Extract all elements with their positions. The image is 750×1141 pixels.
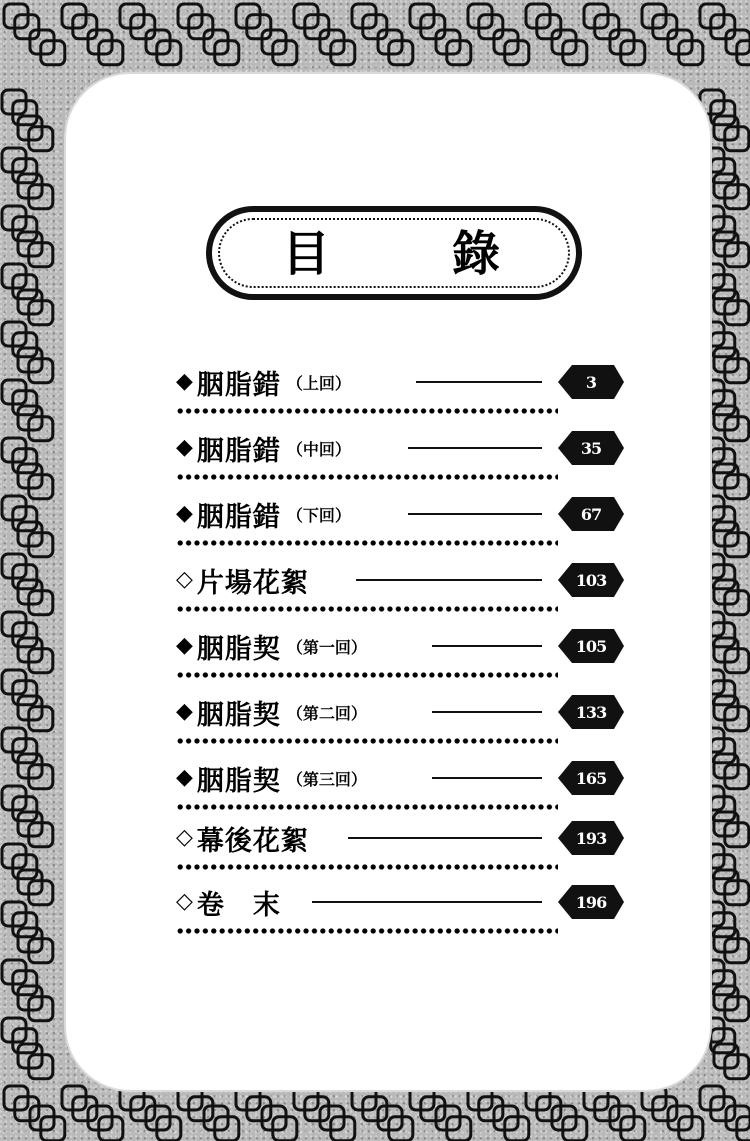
hollow-diamond-icon: ◇ bbox=[176, 889, 193, 914]
title-char-1: 目 bbox=[282, 226, 331, 282]
leader-line bbox=[432, 711, 542, 713]
toc-entry[interactable] bbox=[176, 560, 636, 626]
leader-line bbox=[416, 381, 542, 383]
entry-title bbox=[176, 626, 367, 666]
leader-line bbox=[356, 579, 542, 581]
entry-title bbox=[176, 882, 287, 922]
filled-diamond-icon: ◆ bbox=[176, 633, 193, 658]
dot-leader-row bbox=[176, 924, 558, 938]
page-number: 133 bbox=[575, 702, 607, 722]
entry-sub-text: （下回） bbox=[286, 505, 351, 525]
entry-main-text: 胭脂錯 bbox=[196, 501, 281, 533]
leader-line bbox=[348, 837, 542, 839]
page-number: 105 bbox=[575, 636, 607, 656]
page-badge bbox=[558, 628, 624, 664]
dot-leader-row bbox=[176, 470, 558, 484]
dot-leader-row bbox=[176, 536, 558, 550]
dot-leader-row bbox=[176, 860, 558, 874]
entry-title bbox=[176, 818, 315, 858]
entry-main-text: 卷 末 bbox=[196, 889, 281, 921]
toc-entry[interactable] bbox=[176, 428, 636, 494]
page-badge bbox=[558, 430, 624, 466]
filled-diamond-icon: ◆ bbox=[176, 501, 193, 526]
page-badge bbox=[558, 820, 624, 856]
entry-main-text: 胭脂錯 bbox=[196, 369, 281, 401]
entry-sub-text: （上回） bbox=[286, 373, 351, 393]
entry-main-text: 片場花絮 bbox=[196, 567, 309, 599]
entry-main-text: 幕後花絮 bbox=[196, 825, 309, 857]
page-number: 165 bbox=[575, 768, 607, 788]
leader-line bbox=[432, 645, 542, 647]
leader-line bbox=[312, 901, 542, 903]
entry-title bbox=[176, 560, 315, 600]
page-number: 35 bbox=[580, 438, 602, 458]
entry-sub-text: （第二回） bbox=[286, 703, 367, 723]
entry-title bbox=[176, 428, 351, 468]
toc-entry[interactable] bbox=[176, 362, 636, 428]
page-badge bbox=[558, 562, 624, 598]
entry-title bbox=[176, 758, 367, 798]
dot-leader-row bbox=[176, 668, 558, 682]
toc-entry[interactable] bbox=[176, 818, 636, 884]
page-number: 67 bbox=[580, 504, 602, 524]
page-badge bbox=[558, 884, 624, 920]
toc-entry[interactable] bbox=[176, 882, 636, 948]
toc-entry[interactable] bbox=[176, 626, 636, 692]
entry-sub-text: （中回） bbox=[286, 439, 351, 459]
page-badge bbox=[558, 496, 624, 532]
page-badge bbox=[558, 760, 624, 796]
entry-sub-text: （第三回） bbox=[286, 769, 367, 789]
dot-leader-row bbox=[176, 734, 558, 748]
page-number: 103 bbox=[575, 570, 607, 590]
filled-diamond-icon: ◆ bbox=[176, 699, 193, 724]
page-number: 3 bbox=[585, 372, 597, 392]
filled-diamond-icon: ◆ bbox=[176, 765, 193, 790]
entry-main-text: 胭脂契 bbox=[196, 765, 281, 797]
page-badge bbox=[558, 364, 624, 400]
entry-main-text: 胭脂錯 bbox=[196, 435, 281, 467]
entry-main-text: 胭脂契 bbox=[196, 633, 281, 665]
leader-line bbox=[432, 777, 542, 779]
hollow-diamond-icon: ◇ bbox=[176, 825, 193, 850]
entry-title bbox=[176, 362, 351, 402]
dot-leader-row bbox=[176, 800, 558, 814]
leader-line bbox=[408, 513, 542, 515]
toc-entry[interactable] bbox=[176, 692, 636, 758]
filled-diamond-icon: ◆ bbox=[176, 369, 193, 394]
entry-sub-text: （第一回） bbox=[286, 637, 367, 657]
page-badge bbox=[558, 694, 624, 730]
dot-leader-row bbox=[176, 602, 558, 616]
dot-leader-row bbox=[176, 404, 558, 418]
entry-title bbox=[176, 494, 351, 534]
entry-main-text: 胭脂契 bbox=[196, 699, 281, 731]
page-number: 196 bbox=[575, 892, 607, 912]
page-number: 193 bbox=[575, 828, 607, 848]
hollow-diamond-icon: ◇ bbox=[176, 567, 193, 592]
toc-entry[interactable] bbox=[176, 758, 636, 824]
title-char-2: 錄 bbox=[452, 226, 501, 282]
leader-line bbox=[408, 447, 542, 449]
filled-diamond-icon: ◆ bbox=[176, 435, 193, 460]
entry-title bbox=[176, 692, 367, 732]
toc-entry[interactable] bbox=[176, 494, 636, 560]
